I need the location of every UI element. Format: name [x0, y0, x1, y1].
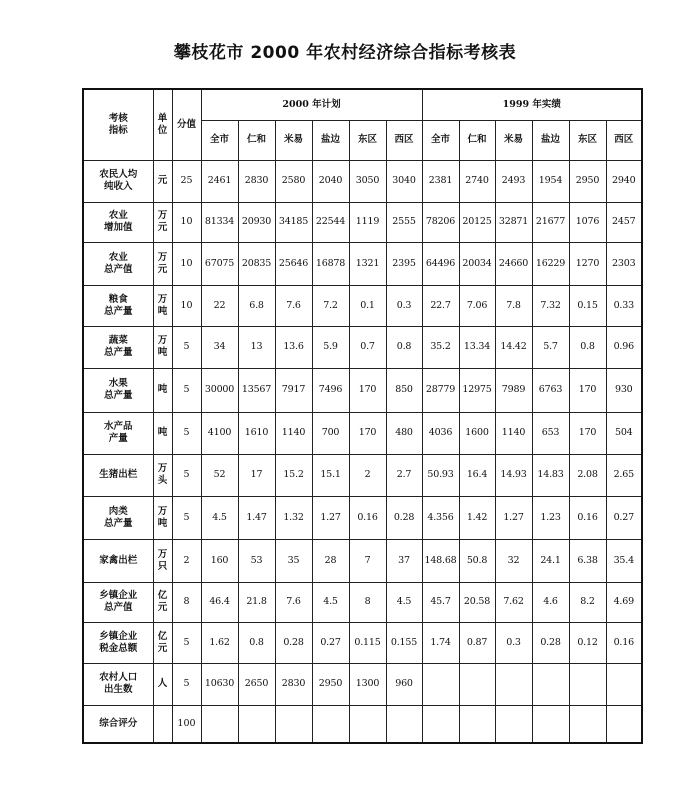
plan-value-cell: 4.5 — [312, 582, 349, 622]
indicator-name — [83, 622, 153, 663]
plan-value-cell: 170 — [349, 412, 386, 454]
unit-line: 亿 — [157, 630, 168, 642]
actual-value-cell: 2940 — [606, 160, 642, 202]
indicator-name — [83, 242, 153, 285]
actual-value-cell — [495, 663, 532, 705]
actual-value-cell: 14.42 — [495, 326, 532, 368]
plan-value-cell: 480 — [386, 412, 422, 454]
plan-value-cell: 2 — [349, 454, 386, 496]
header-region-plan-0: 全市 — [201, 120, 238, 160]
plan-value-cell: 46.4 — [201, 582, 238, 622]
unit-line: 万 — [157, 463, 168, 475]
score-cell: 10 — [172, 242, 201, 285]
table-row — [83, 242, 642, 285]
unit-line: 人 — [157, 678, 168, 690]
actual-value-cell: 2.08 — [569, 454, 606, 496]
plan-value-cell: 25646 — [275, 242, 312, 285]
indicator-name-line: 总产量 — [103, 390, 133, 401]
header-region-plan-3: 盐边 — [312, 120, 349, 160]
actual-value-cell — [606, 663, 642, 705]
unit-cell — [153, 412, 172, 454]
actual-value-cell: 22.7 — [422, 285, 459, 326]
header-indicator — [83, 89, 153, 160]
header-region-actual-1: 仁和 — [459, 120, 495, 160]
actual-value-cell: 1076 — [569, 202, 606, 242]
plan-value-cell: 7.2 — [312, 285, 349, 326]
plan-value-cell: 67075 — [201, 242, 238, 285]
plan-value-cell: 6.8 — [238, 285, 275, 326]
plan-value-cell: 0.28 — [275, 622, 312, 663]
actual-value-cell: 2493 — [495, 160, 532, 202]
unit-cell — [153, 242, 172, 285]
plan-value-cell — [312, 705, 349, 743]
indicator-name — [83, 539, 153, 582]
actual-value-cell: 24660 — [495, 242, 532, 285]
actual-value-cell: 0.28 — [532, 622, 569, 663]
plan-value-cell: 1.32 — [275, 496, 312, 539]
table-row — [83, 496, 642, 539]
actual-value-cell: 35.4 — [606, 539, 642, 582]
actual-value-cell: 148.68 — [422, 539, 459, 582]
unit-line: 万 — [157, 505, 168, 517]
actual-value-cell: 0.16 — [606, 622, 642, 663]
unit-cell — [153, 202, 172, 242]
actual-value-cell: 7.62 — [495, 582, 532, 622]
actual-value-cell: 170 — [569, 368, 606, 412]
plan-value-cell: 15.2 — [275, 454, 312, 496]
indicator-name-line: 农业 — [108, 210, 128, 222]
indicator-name-line: 税金总额 — [99, 642, 138, 654]
unit-cell — [153, 285, 172, 326]
plan-value-cell: 0.8 — [386, 326, 422, 368]
actual-value-cell: 28779 — [422, 368, 459, 412]
indicator-name-line: 农业 — [108, 251, 128, 263]
plan-value-cell: 0.115 — [349, 622, 386, 663]
plan-value-cell: 7496 — [312, 368, 349, 412]
header-region-actual-3: 盐边 — [532, 120, 569, 160]
indicator-name-line: 蔬菜 — [108, 335, 128, 347]
header-actual-1999: 1999 年实绩 — [422, 89, 642, 120]
plan-value-cell: 1.62 — [201, 622, 238, 663]
header-unit — [153, 89, 172, 160]
plan-value-cell: 4100 — [201, 412, 238, 454]
indicator-name-line: 总产值 — [103, 263, 133, 275]
plan-value-cell: 2580 — [275, 160, 312, 202]
unit-cell — [153, 582, 172, 622]
plan-value-cell — [349, 705, 386, 743]
actual-value-cell: 16229 — [532, 242, 569, 285]
actual-value-cell: 1270 — [569, 242, 606, 285]
plan-value-cell — [275, 705, 312, 743]
plan-value-cell: 2830 — [275, 663, 312, 705]
actual-value-cell: 12975 — [459, 368, 495, 412]
unit-line: 元 — [157, 602, 168, 613]
indicator-name — [83, 202, 153, 242]
plan-value-cell: 7917 — [275, 368, 312, 412]
actual-value-cell: 64496 — [422, 242, 459, 285]
actual-value-cell: 4.6 — [532, 582, 569, 622]
actual-value-cell: 21677 — [532, 202, 569, 242]
actual-value-cell: 8.2 — [569, 582, 606, 622]
actual-value-cell: 2950 — [569, 160, 606, 202]
plan-value-cell: 2950 — [312, 663, 349, 705]
actual-value-cell: 4036 — [422, 412, 459, 454]
header-indicator-line1: 考核 — [108, 112, 128, 124]
plan-value-cell: 30000 — [201, 368, 238, 412]
plan-value-cell: 2.7 — [386, 454, 422, 496]
indicator-name-line: 家禽出栏 — [99, 554, 138, 566]
score-cell: 5 — [172, 663, 201, 705]
indicator-name-line: 粮食 — [108, 293, 128, 305]
plan-value-cell: 37 — [386, 539, 422, 582]
indicator-name — [83, 285, 153, 326]
unit-cell — [153, 326, 172, 368]
actual-value-cell: 35.2 — [422, 326, 459, 368]
plan-value-cell: 2830 — [238, 160, 275, 202]
plan-value-cell: 960 — [386, 663, 422, 705]
plan-value-cell: 0.3 — [386, 285, 422, 326]
actual-value-cell: 7.8 — [495, 285, 532, 326]
unit-cell — [153, 454, 172, 496]
plan-value-cell: 17 — [238, 454, 275, 496]
plan-value-cell — [386, 705, 422, 743]
plan-value-cell: 10630 — [201, 663, 238, 705]
plan-value-cell: 1119 — [349, 202, 386, 242]
plan-value-cell: 5.9 — [312, 326, 349, 368]
unit-cell — [153, 622, 172, 663]
plan-value-cell: 3040 — [386, 160, 422, 202]
plan-value-cell: 13.6 — [275, 326, 312, 368]
actual-value-cell — [569, 705, 606, 743]
plan-value-cell: 35 — [275, 539, 312, 582]
header-plan-2000: 2000 年计划 — [201, 89, 422, 120]
actual-value-cell: 14.83 — [532, 454, 569, 496]
indicator-name — [83, 326, 153, 368]
actual-value-cell: 4.356 — [422, 496, 459, 539]
actual-value-cell: 504 — [606, 412, 642, 454]
score-cell: 25 — [172, 160, 201, 202]
actual-value-cell: 5.7 — [532, 326, 569, 368]
unit-line: 元 — [157, 222, 168, 233]
actual-value-cell: 20125 — [459, 202, 495, 242]
actual-value-cell — [532, 663, 569, 705]
plan-value-cell — [238, 705, 275, 743]
actual-value-cell — [422, 663, 459, 705]
plan-value-cell: 13567 — [238, 368, 275, 412]
plan-value-cell: 52 — [201, 454, 238, 496]
indicator-name-line: 总产量 — [103, 517, 133, 529]
indicator-name-line: 总产量 — [103, 347, 133, 358]
plan-value-cell: 34185 — [275, 202, 312, 242]
header-indicator-line2: 指标 — [108, 124, 128, 136]
actual-value-cell: 170 — [569, 412, 606, 454]
actual-value-cell — [422, 705, 459, 743]
header-score: 分值 — [172, 89, 201, 160]
score-cell: 5 — [172, 412, 201, 454]
actual-value-cell: 0.15 — [569, 285, 606, 326]
actual-value-cell: 2.65 — [606, 454, 642, 496]
actual-value-cell — [532, 705, 569, 743]
actual-value-cell: 0.16 — [569, 496, 606, 539]
indicator-name — [83, 582, 153, 622]
actual-value-cell: 1.23 — [532, 496, 569, 539]
table-row — [83, 368, 642, 412]
indicator-name — [83, 412, 153, 454]
indicator-name — [83, 663, 153, 705]
actual-value-cell: 1954 — [532, 160, 569, 202]
plan-value-cell: 0.28 — [386, 496, 422, 539]
header-region-plan-4: 东区 — [349, 120, 386, 160]
score-cell: 8 — [172, 582, 201, 622]
actual-value-cell: 0.8 — [569, 326, 606, 368]
indicator-name-line: 出生数 — [103, 684, 133, 695]
unit-cell — [153, 496, 172, 539]
actual-value-cell — [459, 705, 495, 743]
plan-value-cell: 4.5 — [386, 582, 422, 622]
plan-value-cell: 34 — [201, 326, 238, 368]
actual-value-cell: 6763 — [532, 368, 569, 412]
actual-value-cell: 0.33 — [606, 285, 642, 326]
unit-line: 万 — [157, 210, 168, 222]
indicator-name — [83, 368, 153, 412]
table-row — [83, 160, 642, 202]
plan-value-cell: 81334 — [201, 202, 238, 242]
indicator-name-line: 农民人均 — [99, 169, 138, 181]
header-unit-line1: 单 — [157, 112, 168, 124]
indicator-table — [82, 88, 643, 744]
unit-cell — [153, 539, 172, 582]
table-row — [83, 663, 642, 705]
plan-value-cell: 15.1 — [312, 454, 349, 496]
unit-line: 吨 — [157, 347, 168, 358]
actual-value-cell: 50.93 — [422, 454, 459, 496]
plan-value-cell: 3050 — [349, 160, 386, 202]
score-cell: 10 — [172, 285, 201, 326]
plan-value-cell: 1610 — [238, 412, 275, 454]
header-region-plan-1: 仁和 — [238, 120, 275, 160]
plan-value-cell: 13 — [238, 326, 275, 368]
score-cell: 5 — [172, 368, 201, 412]
actual-value-cell: 7989 — [495, 368, 532, 412]
actual-value-cell — [569, 663, 606, 705]
actual-value-cell: 0.27 — [606, 496, 642, 539]
plan-value-cell: 1.47 — [238, 496, 275, 539]
actual-value-cell: 78206 — [422, 202, 459, 242]
indicator-name-line: 乡镇企业 — [99, 590, 138, 602]
actual-value-cell: 7.06 — [459, 285, 495, 326]
score-cell: 5 — [172, 326, 201, 368]
actual-value-cell: 6.38 — [569, 539, 606, 582]
unit-cell — [153, 705, 172, 743]
unit-line: 吨 — [157, 427, 168, 439]
unit-line: 亿 — [157, 590, 168, 602]
unit-line: 万 — [157, 548, 168, 560]
actual-value-cell: 2381 — [422, 160, 459, 202]
actual-value-cell: 2303 — [606, 242, 642, 285]
plan-value-cell: 2555 — [386, 202, 422, 242]
indicator-name-line: 总产值 — [103, 602, 133, 613]
table-row — [83, 454, 642, 496]
plan-value-cell: 53 — [238, 539, 275, 582]
plan-value-cell: 22 — [201, 285, 238, 326]
actual-value-cell: 16.4 — [459, 454, 495, 496]
header-region-plan-5: 西区 — [386, 120, 422, 160]
unit-cell — [153, 368, 172, 412]
score-cell: 5 — [172, 622, 201, 663]
plan-value-cell: 0.7 — [349, 326, 386, 368]
unit-line: 吨 — [157, 384, 168, 396]
actual-value-cell: 50.8 — [459, 539, 495, 582]
unit-line: 吨 — [157, 305, 168, 317]
actual-value-cell: 2457 — [606, 202, 642, 242]
indicator-name-line: 乡镇企业 — [99, 630, 138, 642]
plan-value-cell: 20930 — [238, 202, 275, 242]
table-row — [83, 582, 642, 622]
header-region-actual-0: 全市 — [422, 120, 459, 160]
score-cell: 5 — [172, 496, 201, 539]
indicator-name-line: 生猪出栏 — [99, 469, 138, 481]
actual-value-cell: 1600 — [459, 412, 495, 454]
actual-value-cell: 32 — [495, 539, 532, 582]
table-row — [83, 622, 642, 663]
actual-value-cell: 0.12 — [569, 622, 606, 663]
plan-value-cell: 2650 — [238, 663, 275, 705]
plan-value-cell: 2395 — [386, 242, 422, 285]
indicator-name-line: 产量 — [108, 433, 128, 444]
unit-line: 元 — [157, 642, 168, 654]
unit-cell — [153, 160, 172, 202]
plan-value-cell: 0.16 — [349, 496, 386, 539]
plan-value-cell: 7 — [349, 539, 386, 582]
actual-value-cell — [459, 663, 495, 705]
unit-line: 元 — [157, 175, 168, 187]
plan-value-cell: 700 — [312, 412, 349, 454]
unit-line: 头 — [157, 475, 168, 486]
indicator-name-line: 总产量 — [103, 305, 133, 317]
plan-value-cell: 850 — [386, 368, 422, 412]
actual-value-cell: 20034 — [459, 242, 495, 285]
actual-value-cell: 1.74 — [422, 622, 459, 663]
table-row — [83, 539, 642, 582]
actual-value-cell: 0.87 — [459, 622, 495, 663]
plan-value-cell: 170 — [349, 368, 386, 412]
plan-value-cell — [201, 705, 238, 743]
indicator-name — [83, 160, 153, 202]
actual-value-cell: 13.34 — [459, 326, 495, 368]
header-region-actual-4: 东区 — [569, 120, 606, 160]
header-row-top — [83, 89, 642, 120]
header-region-actual-5: 西区 — [606, 120, 642, 160]
actual-value-cell: 2740 — [459, 160, 495, 202]
unit-line: 万 — [157, 251, 168, 263]
table-row — [83, 705, 642, 743]
score-cell: 2 — [172, 539, 201, 582]
plan-value-cell: 1300 — [349, 663, 386, 705]
score-cell: 5 — [172, 454, 201, 496]
actual-value-cell: 32871 — [495, 202, 532, 242]
header-unit-line2: 位 — [157, 124, 168, 136]
plan-value-cell: 1321 — [349, 242, 386, 285]
plan-value-cell: 2040 — [312, 160, 349, 202]
actual-value-cell: 1.27 — [495, 496, 532, 539]
plan-value-cell: 7.6 — [275, 582, 312, 622]
unit-line: 只 — [157, 560, 168, 572]
plan-value-cell: 7.6 — [275, 285, 312, 326]
header-region-plan-2: 米易 — [275, 120, 312, 160]
indicator-name-line: 增加值 — [103, 222, 133, 233]
plan-value-cell: 0.27 — [312, 622, 349, 663]
plan-value-cell: 0.1 — [349, 285, 386, 326]
indicator-name-line: 水果 — [108, 378, 128, 390]
unit-line: 万 — [157, 293, 168, 305]
plan-value-cell: 2461 — [201, 160, 238, 202]
score-cell: 10 — [172, 202, 201, 242]
plan-value-cell: 1140 — [275, 412, 312, 454]
indicator-name — [83, 496, 153, 539]
plan-value-cell: 0.155 — [386, 622, 422, 663]
unit-cell — [153, 663, 172, 705]
actual-value-cell: 1140 — [495, 412, 532, 454]
plan-value-cell: 21.8 — [238, 582, 275, 622]
actual-value-cell: 20.58 — [459, 582, 495, 622]
actual-value-cell: 0.96 — [606, 326, 642, 368]
actual-value-cell: 0.3 — [495, 622, 532, 663]
plan-value-cell: 8 — [349, 582, 386, 622]
table-title: 攀枝花市 2000 年农村经济综合指标考核表 — [173, 43, 517, 63]
indicator-name-line: 综合评分 — [99, 717, 138, 729]
actual-value-cell — [495, 705, 532, 743]
table-row — [83, 285, 642, 326]
actual-value-cell: 653 — [532, 412, 569, 454]
unit-line: 吨 — [157, 517, 168, 529]
plan-value-cell: 28 — [312, 539, 349, 582]
header-region-actual-2: 米易 — [495, 120, 532, 160]
actual-value-cell: 4.69 — [606, 582, 642, 622]
plan-value-cell: 16878 — [312, 242, 349, 285]
indicator-name-line: 农村人口 — [99, 672, 138, 684]
plan-value-cell: 1.27 — [312, 496, 349, 539]
indicator-name — [83, 454, 153, 496]
actual-value-cell: 930 — [606, 368, 642, 412]
actual-value-cell: 7.32 — [532, 285, 569, 326]
plan-value-cell: 22544 — [312, 202, 349, 242]
plan-value-cell: 20835 — [238, 242, 275, 285]
table-row — [83, 412, 642, 454]
actual-value-cell — [606, 705, 642, 743]
plan-value-cell: 4.5 — [201, 496, 238, 539]
indicator-name-line: 纯收入 — [103, 181, 133, 192]
actual-value-cell: 1.42 — [459, 496, 495, 539]
actual-value-cell: 24.1 — [532, 539, 569, 582]
table-row — [83, 202, 642, 242]
table-row — [83, 326, 642, 368]
indicator-name-line: 肉类 — [108, 505, 128, 517]
actual-value-cell: 45.7 — [422, 582, 459, 622]
unit-line: 万 — [157, 335, 168, 347]
score-cell: 100 — [172, 705, 201, 743]
plan-value-cell: 0.8 — [238, 622, 275, 663]
indicator-name-line: 水产品 — [103, 421, 133, 433]
actual-value-cell: 14.93 — [495, 454, 532, 496]
indicator-name — [83, 705, 153, 743]
plan-value-cell: 160 — [201, 539, 238, 582]
unit-line: 元 — [157, 263, 168, 275]
